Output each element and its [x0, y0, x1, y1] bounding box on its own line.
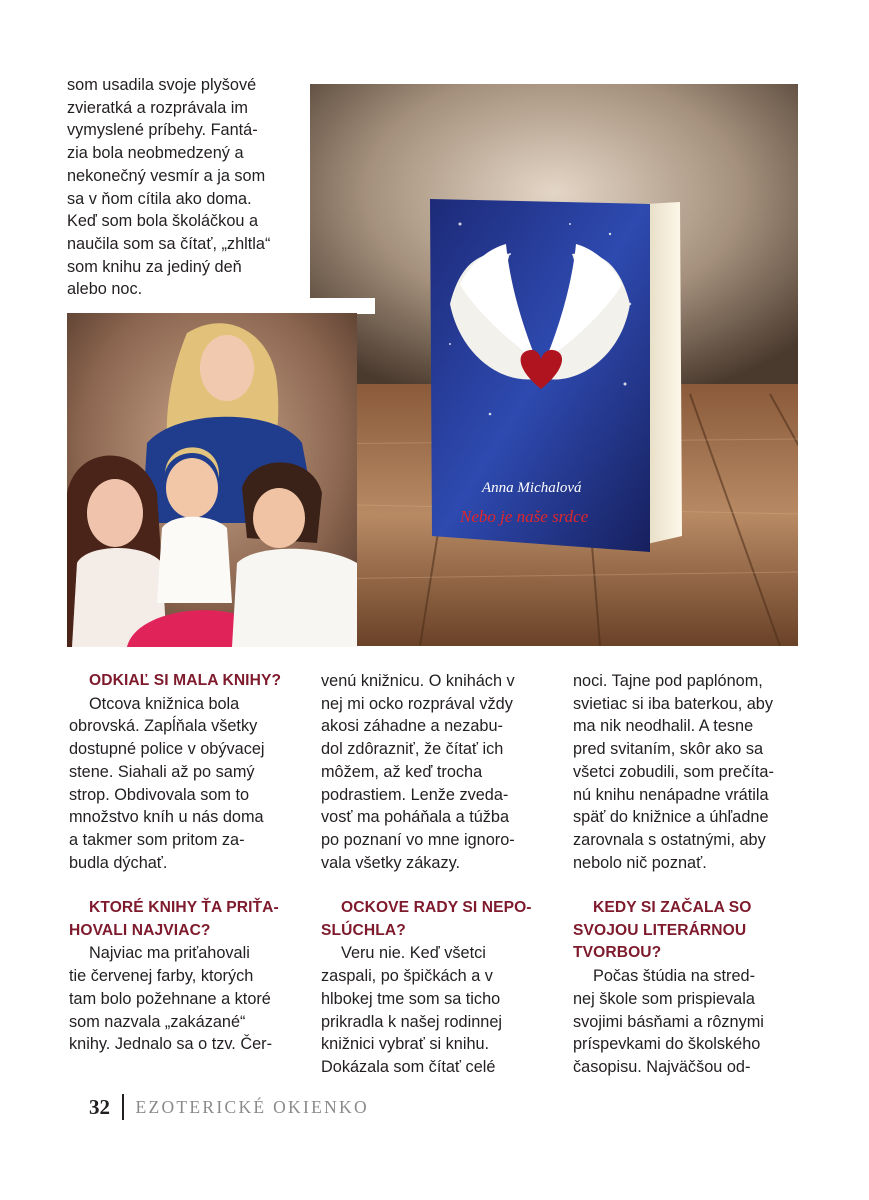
text-line: som knihu za jediný deň	[67, 257, 242, 276]
page-number: 32	[89, 1094, 110, 1119]
text-line: Veru nie. Keď všetci	[341, 944, 486, 963]
text-line: strop. Obdivovala som to	[69, 785, 250, 804]
text-line: som usadila svoje plyšové	[67, 76, 257, 94]
text-line: obrovská. Zapĺňala všetky	[69, 717, 258, 736]
text-line: tie červenej farby, ktorých	[69, 967, 254, 986]
column-2	[321, 670, 553, 1079]
text-line: nej mi ocko rozprával vždy	[321, 694, 513, 713]
section-heading: HOVALI NAJVIAC?	[69, 921, 211, 939]
text-line: pred svitaním, skôr ako sa	[573, 740, 764, 759]
text-line: zaspali, po špičkách a v	[321, 967, 493, 986]
text-line: dostupné police v obývacej	[69, 740, 265, 759]
text-line: nú knihu nenápadne vrátila	[573, 785, 769, 804]
text-line: som nazvala „zakázané“	[69, 1012, 246, 1031]
text-line: zvieratká a rozprávala im	[67, 98, 248, 117]
text-line: stene. Siahali až po samý	[69, 762, 255, 781]
book-title: Nebo je naše srdce	[460, 507, 589, 526]
text-line: nekonečný vesmír a ja som	[67, 166, 266, 185]
text-line: Najviac ma priťahovali	[89, 944, 250, 963]
text-line: noci. Tajne pod paplónom,	[573, 672, 763, 690]
text-line: nej škole som prispievala	[573, 989, 755, 1008]
text-line: sa v ňom cítila ako doma.	[67, 189, 252, 208]
text-line: budla dýchať.	[69, 853, 168, 872]
text-line: príspevkami do školského	[573, 1035, 761, 1054]
section-heading: ODKIAĽ SI MALA KNIHY?	[89, 672, 282, 689]
text-line: množstvo kníh u nás doma	[69, 808, 264, 827]
text-line: všetci zobudili, som prečíta-	[573, 762, 774, 781]
text-line: Dokázala som čítať celé	[321, 1057, 496, 1076]
section-heading: KEDY SI ZAČALA SO	[593, 899, 752, 917]
text-line: Keď som bola školáčkou a	[67, 212, 259, 231]
text-line: alebo noc.	[67, 280, 143, 299]
section-heading: SLÚCHLA?	[321, 921, 406, 939]
text-line: a takmer som pritom za-	[69, 830, 245, 849]
text-line: časopisu. Najväčšou od-	[573, 1057, 751, 1076]
section-heading: KTORÉ KNIHY ŤA PRIŤA-	[89, 899, 279, 917]
text-line: späť do knižnice a úhľadne	[573, 808, 769, 827]
section-heading: TVORBOU?	[573, 944, 662, 962]
text-line: po poznaní vo mne ignoro-	[321, 830, 515, 849]
text-line: akosi záhadne a nezabu-	[321, 717, 503, 736]
magazine-name: EZOTERICKÉ OKIENKO	[135, 1096, 369, 1117]
photo-gap	[67, 298, 375, 314]
text-line: knižnici vybrať si knihu.	[321, 1035, 490, 1054]
text-line: vala všetky zákazy.	[321, 853, 461, 872]
family-photo	[67, 313, 357, 647]
text-line: zarovnala s ostatnými, aby	[573, 830, 766, 849]
text-line: podrastiem. Lenže zveda-	[321, 785, 509, 804]
intro-paragraph	[67, 74, 307, 301]
text-line: svietiac si iba baterkou, aby	[573, 694, 774, 713]
text-line: dol zdôrazniť, že čítať ich	[321, 740, 504, 759]
text-line: hlbokej tme som sa ticho	[321, 989, 501, 1008]
text-line: prikradla k našej rodinnej	[321, 1012, 503, 1031]
text-line: vosť ma poháňala a túžba	[321, 808, 510, 827]
text-line: svojimi básňami a rôznymi	[573, 1012, 764, 1031]
text-line: vymyslené príbehy. Fantá-	[67, 121, 258, 140]
text-line: venú knižnicu. O knihách v	[321, 672, 515, 690]
book-photo	[310, 84, 798, 646]
footer-divider	[122, 1094, 124, 1120]
column-3	[573, 670, 805, 1079]
text-line: môžem, až keď trocha	[321, 762, 483, 781]
text-line: knihy. Jednalo sa o tzv. Čer-	[69, 1035, 272, 1054]
text-line: Počas štúdia na stred-	[593, 967, 755, 986]
section-heading: SVOJOU LITERÁRNOU	[573, 921, 747, 939]
text-line: naučila som sa čítať, „zhltla“	[67, 234, 271, 253]
text-line: zia bola neobmedzený a	[67, 144, 244, 163]
text-line: Otcova knižnica bola	[89, 694, 240, 713]
book-author: Anna Michalová	[482, 480, 582, 496]
section-heading: OCKOVE RADY SI NEPO-	[341, 899, 532, 917]
page-footer	[89, 1094, 369, 1120]
text-line: tam bolo požehnane a ktoré	[69, 989, 271, 1008]
text-line: nebolo nič poznať.	[573, 853, 707, 872]
column-1	[69, 670, 301, 1056]
text-line: ma nik neodhalil. A tesne	[573, 717, 754, 736]
